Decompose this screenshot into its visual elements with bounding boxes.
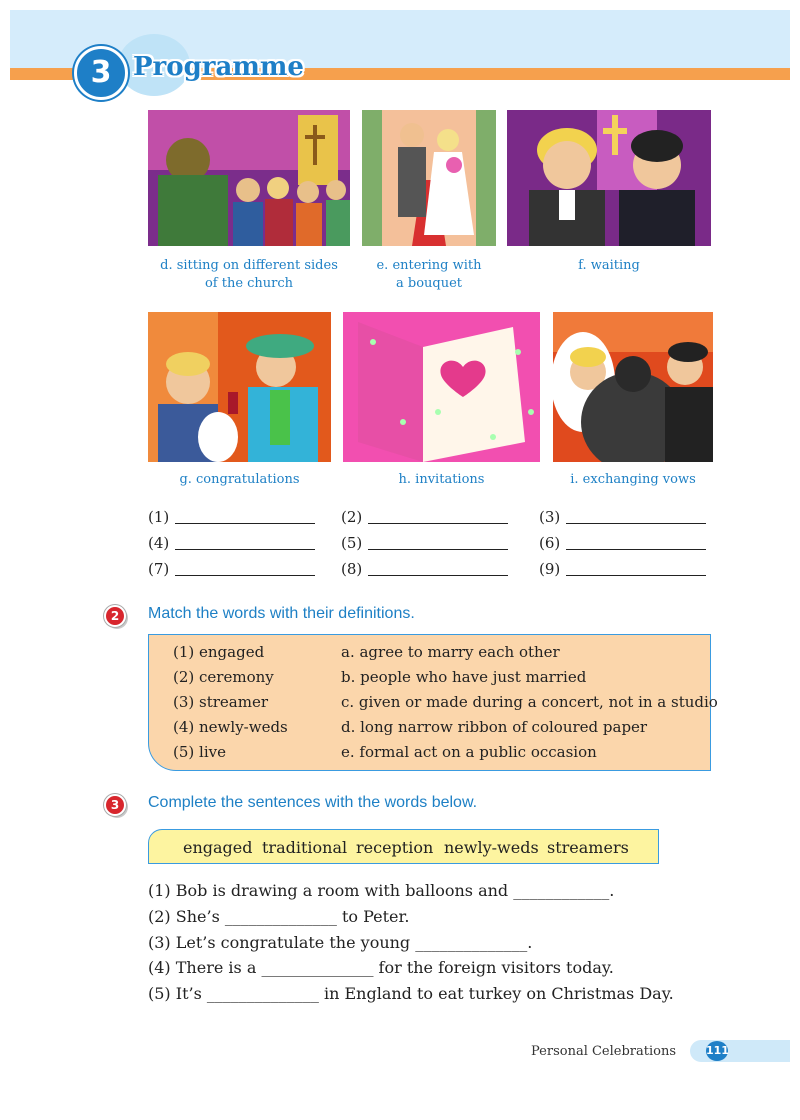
unit-number-badge: 3 xyxy=(74,46,128,100)
word-bank-item: streamers xyxy=(547,838,629,857)
answer-blank-8[interactable] xyxy=(341,560,508,578)
blank-line xyxy=(566,575,706,576)
match-definition-b: b. people who have just married xyxy=(341,668,587,686)
blank-line xyxy=(566,523,706,524)
exercise-2-instruction: Match the words with their definitions. xyxy=(148,605,415,622)
blank-label: (7) xyxy=(148,560,170,578)
caption-e xyxy=(362,257,496,293)
blank-line xyxy=(368,575,508,576)
answer-blank-2[interactable] xyxy=(341,508,508,526)
caption-h: h. invitations xyxy=(398,472,485,487)
match-word-5: (5) live xyxy=(173,743,226,761)
picture-church-guests xyxy=(148,110,350,246)
blank-label: (3) xyxy=(539,508,561,526)
word-bank-item: reception xyxy=(356,838,434,857)
answer-blank-5[interactable] xyxy=(341,534,508,552)
match-definition-d: d. long narrow ribbon of coloured paper xyxy=(341,718,648,736)
picture-exchanging-vows xyxy=(553,312,713,462)
answer-blank-6[interactable] xyxy=(539,534,706,552)
blank-label: (4) xyxy=(148,534,170,552)
caption-line: d. sitting on different sides xyxy=(160,258,338,273)
match-definition-e: e. formal act on a public occasion xyxy=(341,743,597,761)
word-bank-item: newly-weds xyxy=(444,838,539,857)
caption-line: e. entering with xyxy=(376,258,482,273)
answer-blank-7[interactable] xyxy=(148,560,315,578)
picture-invitation-card xyxy=(343,312,540,462)
page-title: Programme xyxy=(133,52,304,82)
blank-label: (1) xyxy=(148,508,170,526)
answer-blank-9[interactable] xyxy=(539,560,706,578)
sentence-1: (1) Bob is drawing a room with balloons and ____________. xyxy=(148,881,615,900)
answer-blank-1[interactable] xyxy=(148,508,315,526)
blank-line xyxy=(175,575,315,576)
caption-line: f. waiting xyxy=(578,258,640,273)
match-word-3: (3) streamer xyxy=(173,693,269,711)
blank-label: (9) xyxy=(539,560,561,578)
caption-g: g. congratulations xyxy=(179,472,300,487)
blank-label: (6) xyxy=(539,534,561,552)
match-word-1: (1) engaged xyxy=(173,643,265,661)
caption-f xyxy=(507,257,711,275)
blank-line xyxy=(175,549,315,550)
caption-line: a bouquet xyxy=(395,276,462,291)
match-definition-c: c. given or made during a concert, not in a studio xyxy=(341,693,718,711)
blank-label: (8) xyxy=(341,560,363,578)
exercise-3-badge: 3 xyxy=(104,794,126,816)
match-word-2: (2) ceremony xyxy=(173,668,274,686)
sentence-3: (3) Let’s congratulate the young ______________. xyxy=(148,933,533,952)
page-number: 111 xyxy=(706,1041,728,1061)
match-word-4: (4) newly-weds xyxy=(173,718,288,736)
caption-i: i. exchanging vows xyxy=(570,472,696,487)
caption-d xyxy=(148,257,350,293)
word-bank-item: traditional xyxy=(262,838,348,857)
answer-blank-3[interactable] xyxy=(539,508,706,526)
blank-line xyxy=(368,549,508,550)
footer-section-title: Personal Celebrations xyxy=(531,1044,677,1059)
picture-groom-waiting xyxy=(507,110,711,246)
word-bank-item: engaged xyxy=(183,838,253,857)
picture-congratulations xyxy=(148,312,331,462)
footer-page-pill xyxy=(690,1040,790,1062)
sentence-2: (2) She’s ______________ to Peter. xyxy=(148,907,410,926)
exercise-2-badge: 2 xyxy=(104,605,126,627)
answer-blank-4[interactable] xyxy=(148,534,315,552)
match-definition-a: a. agree to marry each other xyxy=(341,643,560,661)
picture-bride-entering xyxy=(362,110,496,246)
blank-label: (2) xyxy=(341,508,363,526)
caption-line: of the church xyxy=(204,276,294,291)
blank-line xyxy=(368,523,508,524)
blank-label: (5) xyxy=(341,534,363,552)
exercise-3-instruction: Complete the sentences with the words below. xyxy=(148,794,478,811)
blank-line xyxy=(175,523,315,524)
blank-line xyxy=(566,549,706,550)
sentence-5: (5) It’s ______________ in England to eat turkey on Christmas Day. xyxy=(148,984,674,1003)
sentence-4: (4) There is a ______________ for the foreign visitors today. xyxy=(148,958,614,977)
